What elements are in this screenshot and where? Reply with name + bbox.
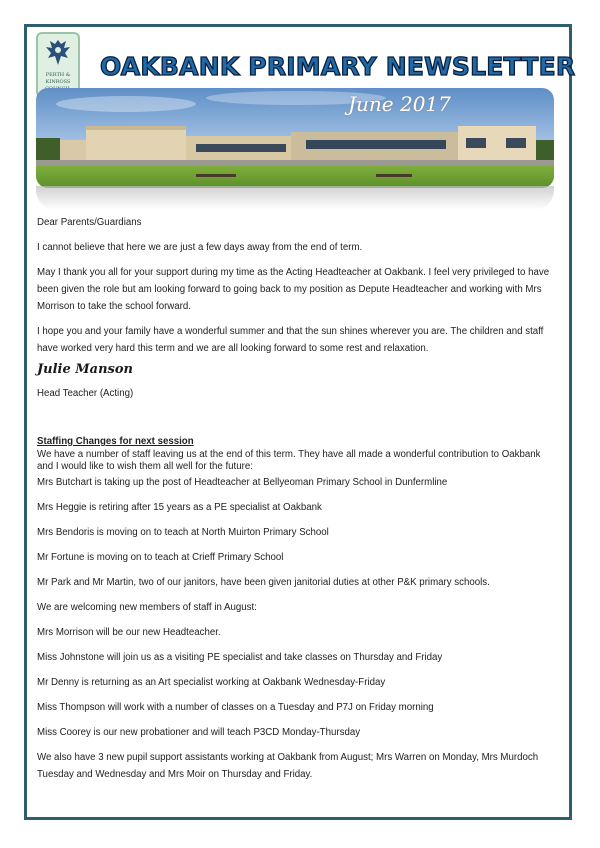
staffing-heading: Staffing Changes for next session [37, 436, 194, 447]
school-photo-banner [36, 88, 554, 188]
paragraph-2: May I thank you all for your support during my time as the Acting Headteacher at Oakbank. I feel very privileged to have been given the role but am looking forward to going back to my position as Depute Headteacher and working with Mrs Morrison to take the school forward. [37, 267, 550, 312]
newsletter-body [37, 214, 557, 783]
school-building-photo [36, 88, 554, 188]
crest-line-2: KINROSS [45, 79, 71, 85]
leaving-item-5: Mr Park and Mr Martin, two of our janitors, have been given janitorial duties at other P&K primary schools. [37, 576, 490, 588]
staffing-intro: We have a number of staff leaving us at the end of this term. They have all made a wonderful contribution to Oakbank and I would like to wish them all well for the future: [37, 448, 541, 472]
paragraph-1: I cannot believe that here we are just a few days away from the end of term. [37, 242, 363, 253]
signature: Julie Manson [37, 362, 133, 377]
joining-item-4: Miss Thompson will work with a number of classes on a Tuesday and P7J on Friday morning [37, 701, 434, 713]
joining-item-1: Mrs Morrison will be our new Headteacher. [37, 626, 221, 638]
banner-shadow [36, 186, 554, 210]
leaving-item-4: Mr Fortune is moving on to teach at Crieff Primary School [37, 551, 284, 563]
newsletter-title: OAKBANK PRIMARY NEWSLETTER [100, 52, 576, 81]
crest-eagle-icon [44, 38, 72, 68]
leaving-item-2: Mrs Heggie is retiring after 15 years as a PE specialist at Oakbank [37, 501, 322, 513]
paragraph-3: I hope you and your family have a wonderful summer and that the sun shines wherever you are. The children and staff have worked very hard this term and we are all looking forward to some rest and relaxation. [37, 326, 544, 354]
newsletter-date: June 2017 [348, 92, 451, 116]
leaving-item-1: Mrs Butchart is taking up the post of Headteacher at Bellyeoman Primary School in Dunfermline [37, 476, 448, 488]
greeting: Dear Parents/Guardians [37, 217, 142, 228]
signatory-role: Head Teacher (Acting) [37, 388, 134, 399]
crest-line-1: PERTH & [45, 72, 71, 78]
joining-item-5: Miss Coorey is our new probationer and will teach P3CD Monday-Thursday [37, 726, 361, 738]
welcome-intro: We are welcoming new members of staff in August: [37, 601, 257, 613]
support-assistants: We also have 3 new pupil support assistants working at Oakbank from August; Mrs Warren on Monday, Mrs Murdoch Tuesday and Wednesday and Mrs Moir on Thursday and Friday. [37, 751, 539, 780]
leaving-item-3: Mrs Bendoris is moving on to teach at North Muirton Primary School [37, 526, 329, 538]
joining-item-3: Mr Denny is returning as an Art specialist working at Oakbank Wednesday-Friday [37, 676, 386, 688]
joining-item-2: Miss Johnstone will join us as a visiting PE specialist and take classes on Thursday and Friday [37, 651, 443, 663]
